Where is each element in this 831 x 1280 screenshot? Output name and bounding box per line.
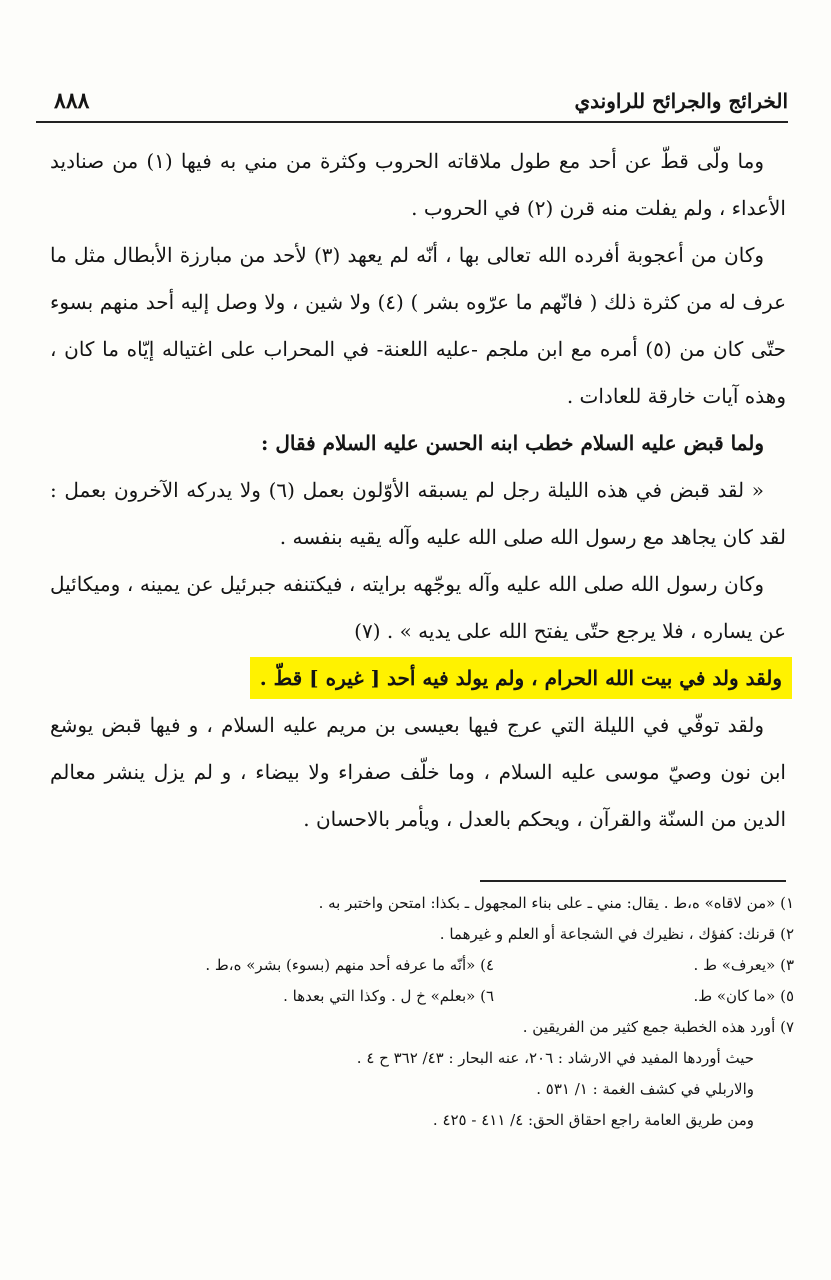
paragraph-7: ولقد توفّي في الليلة التي عرج فيها بعيسى بن مريم عليه السلام ، و فيها قبض يوشع ابن نون وصيّ موسى عليه السلام ، وما خلّف صفراء ولا بيضاء ، و لم يزل ينشر معالم الدين من السنّة والقرآن ، ويحكم بالعدل ، ويأمر بالاحسان . [50,713,786,831]
footnotes [80,888,794,1136]
paragraph-3: ولما قبض عليه السلام خطب ابنه الحسن عليه السلام فقال : [261,431,764,455]
footnote-4: ٤) «أنّه ما عرفه أحد منهم (بسوء) بشر» ه،ط . [205,956,494,974]
running-header [36,84,788,118]
footnote-3: ٣) «يعرف» ط . [693,956,794,974]
footnote-divider [480,880,786,882]
running-title: الخرائج والجرائح للراوندي [574,89,788,113]
footnote-6: ٦) «بعلم» خ ل . وكذا التي بعدها . [283,987,494,1005]
footnote-2: ٢) قرنك: كفؤك ، نظيرك في الشجاعة أو العلم و غيرهما . [439,925,794,943]
footnote-7-line-b: والاربلي في كشف الغمة : ١/ ٥٣١ . [536,1080,754,1098]
paragraph-6-wrapper [50,655,786,702]
footnote-1: ١) «من لاقاه» ه،ط . يقال: مني ـ على بناء المجهول ـ بكذا: امتحن واختبر به . [318,894,794,912]
footnote-5: ٥) «ما كان» ط. [693,987,794,1005]
main-text [50,138,786,843]
footnote-7: ٧) أورد هذه الخطبة جمع كثير من الفريقين . [522,1018,794,1036]
footnote-7-line-c: ومن طريق العامة راجع احقاق الحق: ٤/ ٤١١ - ٤٢٥ . [432,1111,754,1129]
footnote-row-5-6 [80,981,794,1012]
paragraph-5: وكان رسول الله صلى الله عليه وآله يوجّهه برايته ، فيكتنفه جبرئيل عن يمينه ، وميكائيل عن يساره ، فلا يرجع حتّى يفتح الله على يديه » . (٧) [50,572,786,643]
header-divider [36,121,788,123]
footnote-row-3-4 [80,950,794,981]
paragraph-1: وما ولّى قطّ عن أحد مع طول ملاقاته الحروب وكثرة من مني به فيها (١) من صناديد الأعداء ، ولم يفلت منه قرن (٢) في الحروب . [50,149,786,220]
paragraph-2: وكان من أعجوبة أفرده الله تعالى بها ، أنّه لم يعهد (٣) لأحد من مبارزة الأبطال مثل ما عرف له من كثرة ذلك ( فانّهم ما عرّوه بشر ) (٤) ولا شين ، ولا وصل إليه أحد منهم بسوء حتّى كان من (٥) أمره مع ابن ملجم -عليه اللعنة- في المحراب على اغتياله إيّاه ما كان ، وهذه آيات خارقة للعادات . [50,243,787,408]
paragraph-4: « لقد قبض في هذه الليلة رجل لم يسبقه الأوّلون بعمل (٦) ولا يدركه الآخرون بعمل : لقد كان يجاهد مع رسول الله صلى الله عليه وآله يقيه بنفسه . [50,478,786,549]
page-number: ٨٨٨ [54,88,90,114]
footnote-7-line-a: حيث أوردها المفيد في الارشاد : ٢٠٦، عنه البحار : ٤٣/ ٣٦٢ ح ٤ . [356,1049,754,1067]
highlighted-sentence: ولقد ولد في بيت الله الحرام ، ولم يولد فيه أحد [ غيره ] قطّ . [250,657,792,699]
